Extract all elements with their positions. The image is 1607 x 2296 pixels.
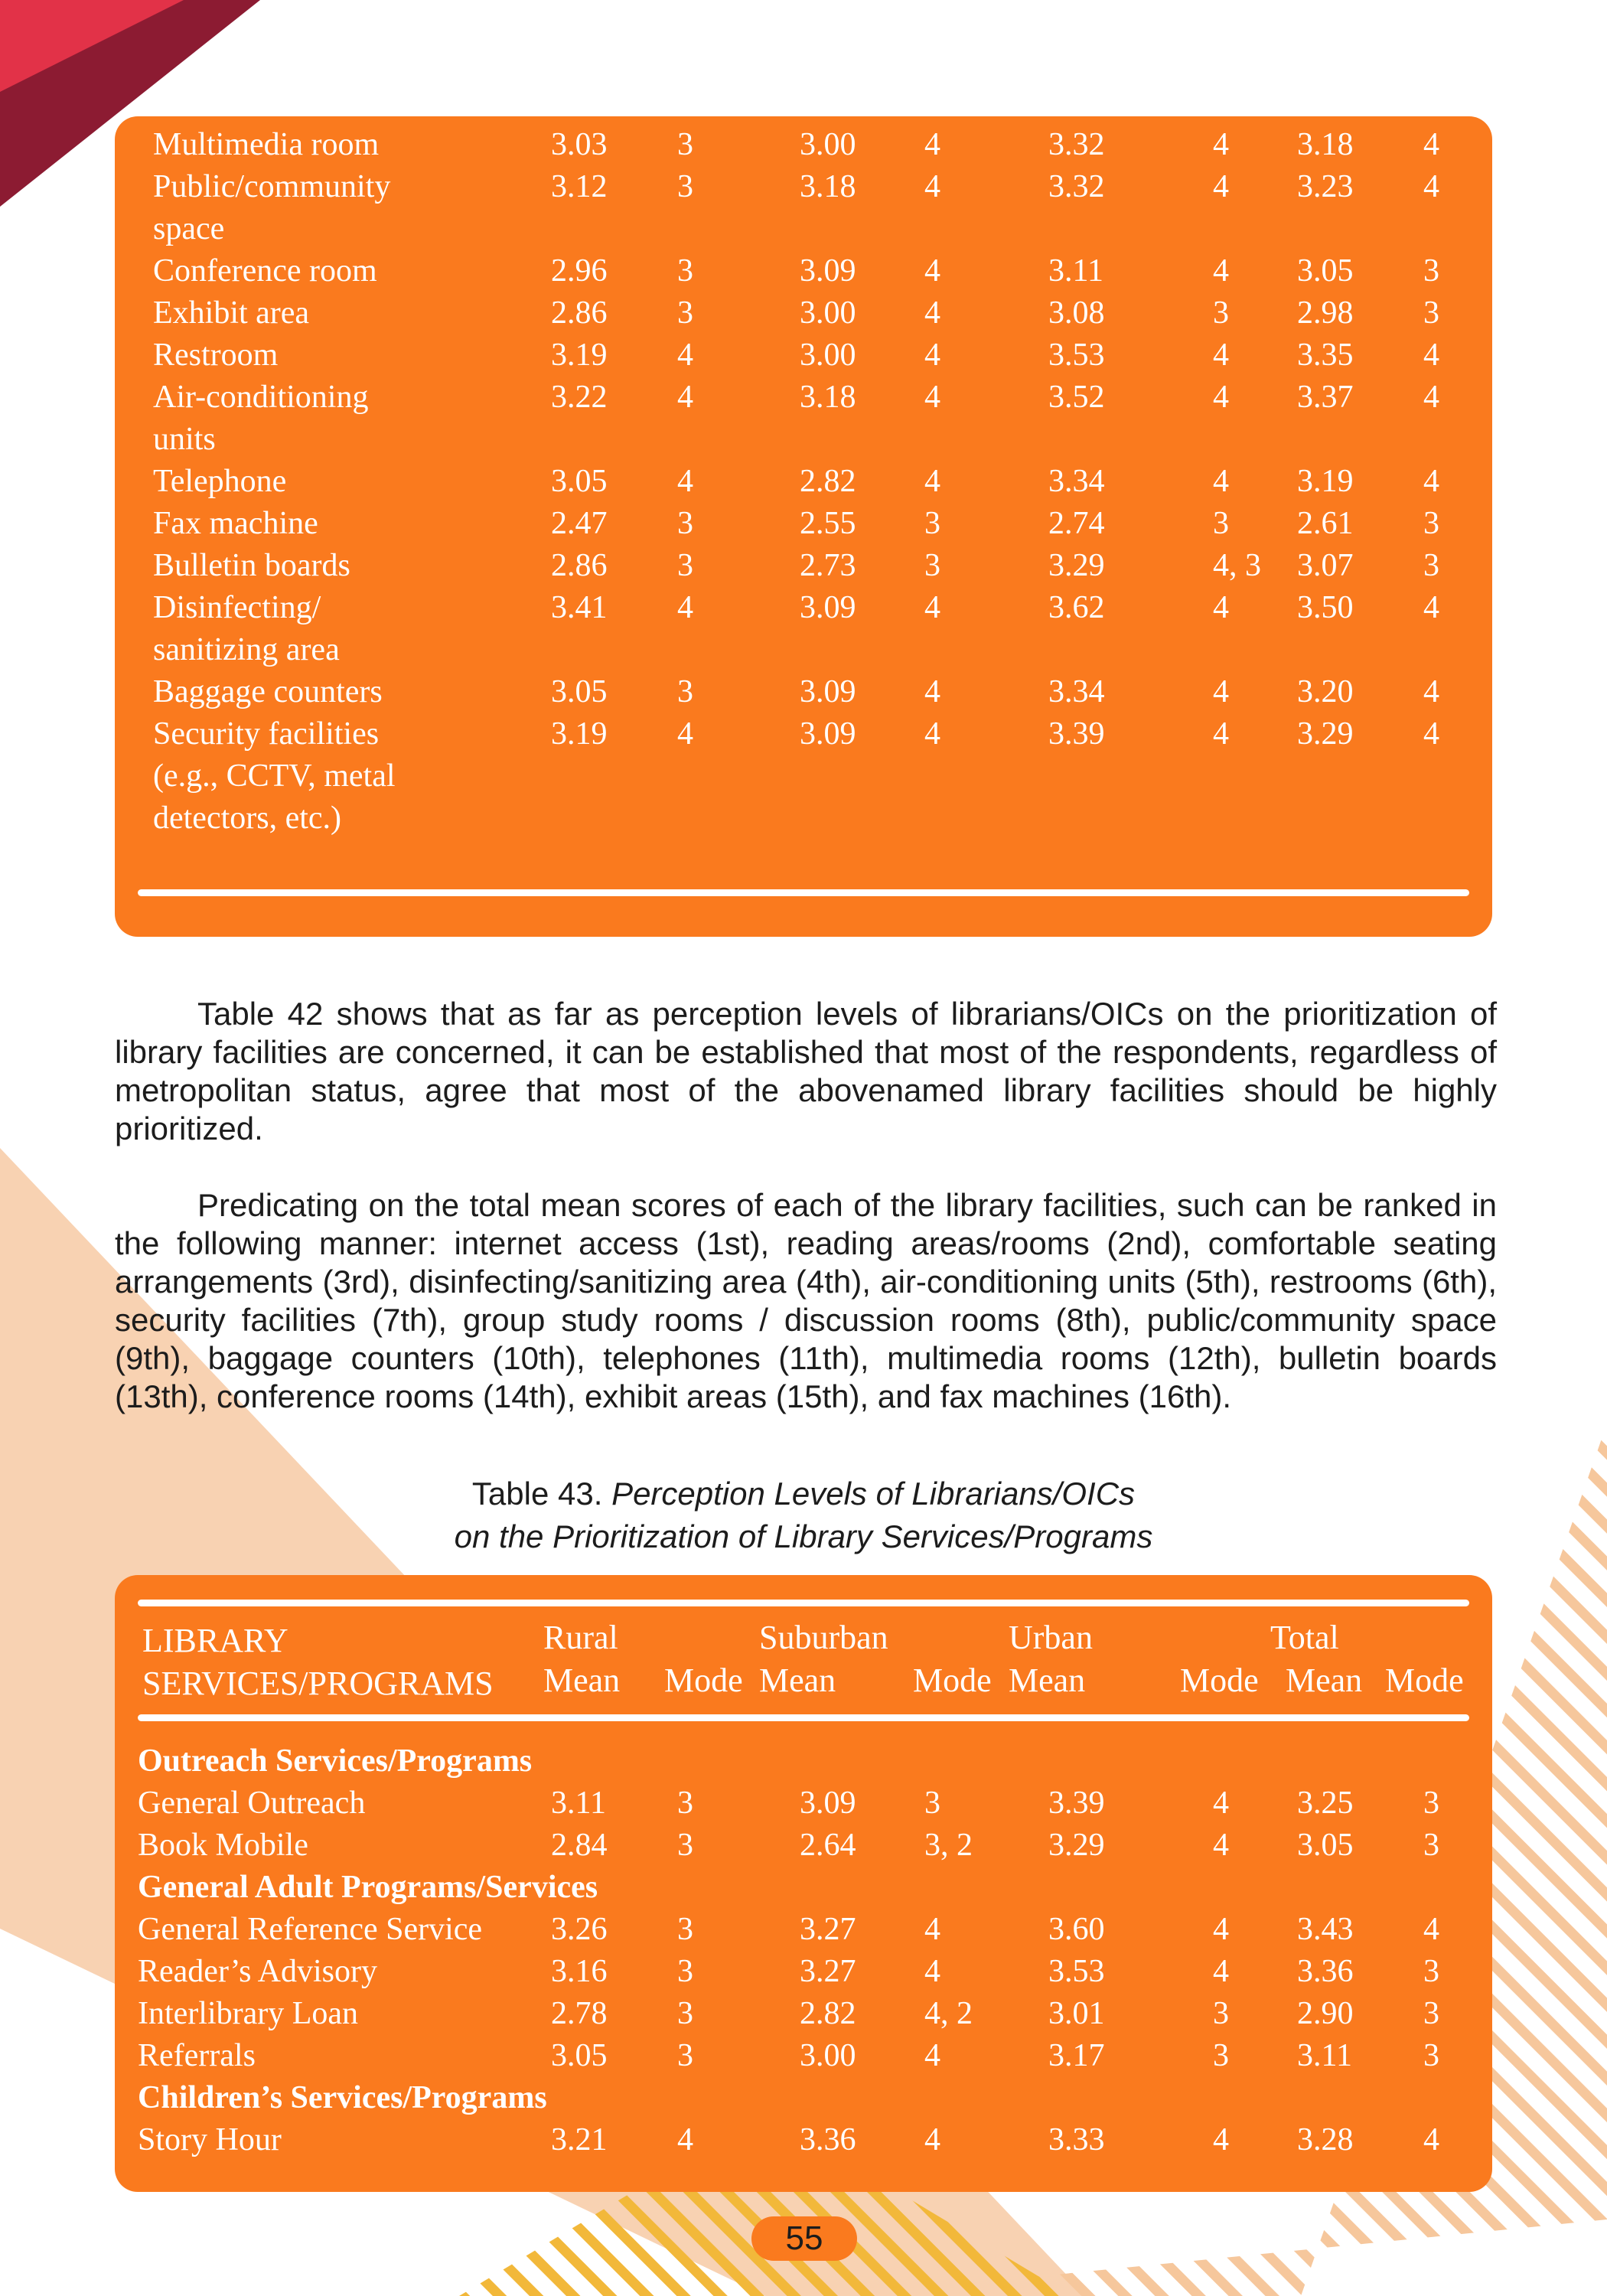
cell-rural-mode: 4 bbox=[677, 338, 693, 373]
cell-suburban-mode: 4 bbox=[924, 2038, 940, 2073]
cell-total-mean: 3.29 bbox=[1297, 716, 1354, 752]
cell-suburban-mean: 2.64 bbox=[800, 1828, 856, 1863]
cell-total-mode: 4 bbox=[1423, 674, 1439, 709]
section-label: General Adult Programs/Services bbox=[138, 1870, 598, 1905]
row-label: Security facilities (e.g., CCTV, metal detectors, etc.) bbox=[153, 716, 396, 836]
cell-suburban-mode: 4, 2 bbox=[924, 1996, 973, 2031]
cell-total-mean: 3.07 bbox=[1297, 548, 1354, 583]
cell-rural-mean: 3.26 bbox=[551, 1912, 608, 1947]
cell-total-mean: 2.90 bbox=[1297, 1996, 1354, 2031]
caption-title-line-1: Perception Levels of Librarians/OICs bbox=[611, 1476, 1136, 1512]
cell-suburban-mode: 4 bbox=[924, 380, 940, 415]
row-label: Interlibrary Loan bbox=[138, 1996, 359, 2031]
cell-rural-mean: 3.05 bbox=[551, 464, 608, 499]
cell-suburban-mean: 3.09 bbox=[800, 1786, 856, 1821]
cell-urban-mean: 3.32 bbox=[1048, 169, 1105, 204]
cell-rural-mean: 3.12 bbox=[551, 169, 608, 204]
cell-rural-mode: 3 bbox=[677, 295, 693, 331]
caption-title-line-2: on the Prioritization of Library Services/Programs bbox=[454, 1518, 1153, 1554]
cell-urban-mode: 4 bbox=[1213, 464, 1229, 499]
cell-suburban-mean: 3.09 bbox=[800, 253, 856, 289]
cell-suburban-mean: 3.27 bbox=[800, 1954, 856, 1989]
cell-suburban-mean: 3.09 bbox=[800, 716, 856, 752]
table-row bbox=[115, 461, 1492, 503]
cell-total-mean: 3.28 bbox=[1297, 2122, 1354, 2157]
cell-urban-mode: 4, 3 bbox=[1213, 548, 1261, 583]
cell-urban-mode: 4 bbox=[1213, 1828, 1229, 1863]
table-row bbox=[115, 1825, 1492, 1867]
cell-urban-mean: 2.74 bbox=[1048, 506, 1105, 541]
table-row bbox=[115, 250, 1492, 292]
cell-urban-mode: 4 bbox=[1213, 674, 1229, 709]
cell-rural-mode: 3 bbox=[677, 1912, 693, 1947]
cell-total-mode: 3 bbox=[1423, 1828, 1439, 1863]
header-rural-mean: Mean bbox=[543, 1662, 621, 1699]
table-43-panel bbox=[115, 1575, 1492, 2192]
table-row bbox=[115, 1782, 1492, 1825]
table-row bbox=[115, 292, 1492, 334]
table-43-body bbox=[115, 1740, 1492, 2161]
cell-suburban-mean: 3.09 bbox=[800, 590, 856, 625]
cell-urban-mean: 3.01 bbox=[1048, 1996, 1105, 2031]
cell-urban-mean: 3.29 bbox=[1048, 548, 1105, 583]
cell-suburban-mode: 3 bbox=[924, 548, 940, 583]
table-row bbox=[115, 503, 1492, 545]
cell-total-mean: 3.20 bbox=[1297, 674, 1354, 709]
header-rural-mode: Mode bbox=[664, 1662, 743, 1699]
cell-suburban-mean: 3.00 bbox=[800, 338, 856, 373]
cell-urban-mode: 3 bbox=[1213, 1996, 1229, 2031]
cell-total-mode: 3 bbox=[1423, 548, 1439, 583]
cell-total-mean: 3.43 bbox=[1297, 1912, 1354, 1947]
cell-total-mode: 4 bbox=[1423, 2122, 1439, 2157]
section-label: Outreach Services/Programs bbox=[138, 1743, 533, 1779]
header-label-line-1: LIBRARY bbox=[142, 1622, 288, 1659]
paragraph-facility-ranking: Predicating on the total mean scores of each of the library facilities, such can be ranked in the following manner: internet access (1st), reading areas/rooms (2nd), comfortable seating arrangements (3rd), disinfecting/sanitizing area (4th), air-conditioning units (5th), restrooms (6th), security facilities (7th), group study rooms / discussion rooms (8th), public/community space (9th), baggage counters (10th), telephones (11th), multimedia rooms (12th), bulletin boards (13th), conference rooms (14th), exhibit areas (15th), and fax machines (16th). bbox=[115, 1187, 1497, 1414]
row-label: Multimedia room bbox=[153, 127, 380, 162]
cell-urban-mode: 4 bbox=[1213, 1954, 1229, 1989]
cell-suburban-mode: 4 bbox=[924, 2122, 940, 2157]
table-row bbox=[115, 1993, 1492, 2035]
cell-total-mode: 4 bbox=[1423, 338, 1439, 373]
cell-suburban-mode: 4 bbox=[924, 716, 940, 752]
cell-suburban-mean: 3.00 bbox=[800, 295, 856, 331]
cell-urban-mean: 3.32 bbox=[1048, 127, 1105, 162]
cell-rural-mode: 4 bbox=[677, 2122, 693, 2157]
cell-suburban-mean: 2.82 bbox=[800, 464, 856, 499]
header-urban: Urban bbox=[1009, 1619, 1093, 1656]
header-suburban: Suburban bbox=[759, 1619, 888, 1656]
page-number: 55 bbox=[751, 2216, 857, 2261]
cell-urban-mean: 3.11 bbox=[1048, 253, 1103, 289]
row-label: Reader’s Advisory bbox=[138, 1954, 378, 1989]
cell-urban-mode: 3 bbox=[1213, 2038, 1229, 2073]
header-total: Total bbox=[1270, 1619, 1339, 1656]
cell-total-mean: 3.25 bbox=[1297, 1786, 1354, 1821]
table-bottom-rule bbox=[138, 889, 1469, 896]
cell-rural-mean: 3.03 bbox=[551, 127, 608, 162]
header-suburban-mode: Mode bbox=[913, 1662, 992, 1699]
cell-total-mode: 3 bbox=[1423, 1954, 1439, 1989]
row-label: Bulletin boards bbox=[153, 548, 350, 583]
table-row bbox=[115, 1909, 1492, 1951]
cell-suburban-mode: 4 bbox=[924, 1912, 940, 1947]
cell-urban-mean: 3.53 bbox=[1048, 338, 1105, 373]
cell-suburban-mode: 4 bbox=[924, 1954, 940, 1989]
cell-urban-mode: 4 bbox=[1213, 169, 1229, 204]
cell-rural-mean: 3.41 bbox=[551, 590, 608, 625]
cell-rural-mode: 4 bbox=[677, 380, 693, 415]
cell-urban-mode: 4 bbox=[1213, 716, 1229, 752]
cell-total-mode: 4 bbox=[1423, 590, 1439, 625]
cell-rural-mode: 3 bbox=[677, 674, 693, 709]
cell-rural-mode: 3 bbox=[677, 253, 693, 289]
cell-suburban-mean: 3.09 bbox=[800, 674, 856, 709]
cell-total-mode: 3 bbox=[1423, 506, 1439, 541]
cell-suburban-mode: 4 bbox=[924, 674, 940, 709]
cell-total-mean: 3.18 bbox=[1297, 127, 1354, 162]
cell-suburban-mean: 3.27 bbox=[800, 1912, 856, 1947]
cell-total-mean: 2.61 bbox=[1297, 506, 1354, 541]
row-label: Restroom bbox=[153, 338, 279, 373]
cell-rural-mean: 2.86 bbox=[551, 295, 608, 331]
cell-suburban-mean: 2.73 bbox=[800, 548, 856, 583]
cell-rural-mean: 3.05 bbox=[551, 674, 608, 709]
cell-rural-mode: 3 bbox=[677, 169, 693, 204]
cell-suburban-mean: 3.00 bbox=[800, 127, 856, 162]
table-row bbox=[115, 1951, 1492, 1993]
table-section-row bbox=[115, 2077, 1492, 2119]
cell-rural-mode: 3 bbox=[677, 1954, 693, 1989]
table-42-body bbox=[115, 124, 1492, 840]
header-suburban-mean: Mean bbox=[759, 1662, 836, 1699]
cell-total-mean: 3.36 bbox=[1297, 1954, 1354, 1989]
header-rural: Rural bbox=[543, 1619, 618, 1656]
row-label: Story Hour bbox=[138, 2122, 282, 2157]
cell-urban-mean: 3.17 bbox=[1048, 2038, 1105, 2073]
cell-total-mode: 4 bbox=[1423, 464, 1439, 499]
cell-urban-mode: 4 bbox=[1213, 127, 1229, 162]
cell-total-mean: 3.23 bbox=[1297, 169, 1354, 204]
header-label-line-2: SERVICES/PROGRAMS bbox=[142, 1665, 494, 1702]
header-urban-mean: Mean bbox=[1009, 1662, 1086, 1699]
cell-suburban-mode: 3 bbox=[924, 506, 940, 541]
cell-rural-mode: 3 bbox=[677, 1786, 693, 1821]
cell-urban-mean: 3.34 bbox=[1048, 674, 1105, 709]
cell-total-mode: 4 bbox=[1423, 716, 1439, 752]
table-section-row bbox=[115, 1867, 1492, 1909]
cell-urban-mode: 4 bbox=[1213, 1786, 1229, 1821]
cell-total-mode: 4 bbox=[1423, 127, 1439, 162]
cell-rural-mean: 3.05 bbox=[551, 2038, 608, 2073]
cell-suburban-mode: 4 bbox=[924, 127, 940, 162]
table-row bbox=[115, 2035, 1492, 2077]
cell-urban-mode: 4 bbox=[1213, 338, 1229, 373]
cell-total-mode: 3 bbox=[1423, 2038, 1439, 2073]
table-row bbox=[115, 166, 1492, 250]
cell-suburban-mode: 3, 2 bbox=[924, 1828, 973, 1863]
cell-rural-mean: 3.19 bbox=[551, 338, 608, 373]
cell-rural-mean: 3.11 bbox=[551, 1786, 606, 1821]
cell-urban-mean: 3.08 bbox=[1048, 295, 1105, 331]
row-label: General Reference Service bbox=[138, 1912, 483, 1947]
table-section-row bbox=[115, 1740, 1492, 1782]
cell-suburban-mode: 4 bbox=[924, 253, 940, 289]
cell-suburban-mean: 3.18 bbox=[800, 380, 856, 415]
cell-total-mode: 3 bbox=[1423, 1786, 1439, 1821]
table-row bbox=[115, 2119, 1492, 2161]
caption-prefix: Table 43. bbox=[471, 1476, 603, 1512]
caption-line-1 bbox=[0, 1473, 1607, 1515]
table-row bbox=[115, 334, 1492, 377]
table-row bbox=[115, 671, 1492, 713]
cell-urban-mode: 4 bbox=[1213, 380, 1229, 415]
row-label: Air-conditioning units bbox=[153, 380, 369, 457]
cell-rural-mode: 3 bbox=[677, 1996, 693, 2031]
cell-rural-mean: 2.96 bbox=[551, 253, 608, 289]
cell-urban-mean: 3.39 bbox=[1048, 716, 1105, 752]
cell-urban-mean: 3.34 bbox=[1048, 464, 1105, 499]
cell-rural-mode: 3 bbox=[677, 506, 693, 541]
cell-total-mean: 2.98 bbox=[1297, 295, 1354, 331]
row-label: Baggage counters bbox=[153, 674, 383, 709]
table-top-rule bbox=[138, 1600, 1469, 1606]
row-label: Book Mobile bbox=[138, 1828, 308, 1863]
cell-urban-mean: 3.39 bbox=[1048, 1786, 1105, 1821]
cell-suburban-mean: 2.82 bbox=[800, 1996, 856, 2031]
cell-rural-mode: 4 bbox=[677, 716, 693, 752]
table-row bbox=[115, 713, 1492, 840]
cell-urban-mode: 4 bbox=[1213, 2122, 1229, 2157]
cell-rural-mean: 3.22 bbox=[551, 380, 608, 415]
row-label: Exhibit area bbox=[153, 295, 310, 331]
table-header-rule bbox=[138, 1714, 1469, 1721]
cell-rural-mode: 4 bbox=[677, 590, 693, 625]
cell-total-mean: 3.37 bbox=[1297, 380, 1354, 415]
cell-urban-mode: 3 bbox=[1213, 295, 1229, 331]
cell-suburban-mode: 4 bbox=[924, 295, 940, 331]
table-row bbox=[115, 545, 1492, 587]
cell-total-mode: 4 bbox=[1423, 169, 1439, 204]
cell-total-mode: 3 bbox=[1423, 1996, 1439, 2031]
cell-urban-mean: 3.33 bbox=[1048, 2122, 1105, 2157]
cell-total-mean: 3.50 bbox=[1297, 590, 1354, 625]
cell-rural-mode: 4 bbox=[677, 464, 693, 499]
cell-suburban-mode: 4 bbox=[924, 590, 940, 625]
cell-suburban-mean: 2.55 bbox=[800, 506, 856, 541]
cell-rural-mean: 2.78 bbox=[551, 1996, 608, 2031]
row-label: General Outreach bbox=[138, 1786, 366, 1821]
cell-urban-mean: 3.62 bbox=[1048, 590, 1105, 625]
cell-urban-mean: 3.29 bbox=[1048, 1828, 1105, 1863]
cell-suburban-mean: 3.00 bbox=[800, 2038, 856, 2073]
row-label: Telephone bbox=[153, 464, 287, 499]
cell-urban-mode: 3 bbox=[1213, 506, 1229, 541]
table-row bbox=[115, 377, 1492, 461]
table-row bbox=[115, 124, 1492, 166]
cell-rural-mode: 3 bbox=[677, 548, 693, 583]
cell-rural-mode: 3 bbox=[677, 127, 693, 162]
header-total-mode: Mode bbox=[1385, 1662, 1464, 1699]
cell-rural-mean: 3.21 bbox=[551, 2122, 608, 2157]
cell-rural-mean: 2.86 bbox=[551, 548, 608, 583]
cell-rural-mean: 3.19 bbox=[551, 716, 608, 752]
cell-suburban-mode: 4 bbox=[924, 338, 940, 373]
cell-total-mean: 3.19 bbox=[1297, 464, 1354, 499]
header-urban-mode: Mode bbox=[1180, 1662, 1259, 1699]
cell-urban-mean: 3.60 bbox=[1048, 1912, 1105, 1947]
cell-total-mode: 4 bbox=[1423, 380, 1439, 415]
cell-suburban-mean: 3.36 bbox=[800, 2122, 856, 2157]
cell-suburban-mean: 3.18 bbox=[800, 169, 856, 204]
cell-total-mean: 3.05 bbox=[1297, 1828, 1354, 1863]
cell-rural-mode: 3 bbox=[677, 1828, 693, 1863]
cell-urban-mode: 4 bbox=[1213, 253, 1229, 289]
cell-suburban-mode: 4 bbox=[924, 169, 940, 204]
cell-urban-mean: 3.52 bbox=[1048, 380, 1105, 415]
row-label: Disinfecting/ sanitizing area bbox=[153, 590, 340, 667]
table-row bbox=[115, 587, 1492, 671]
section-label: Children’s Services/Programs bbox=[138, 2080, 547, 2115]
cell-rural-mean: 3.16 bbox=[551, 1954, 608, 1989]
cell-total-mode: 4 bbox=[1423, 1912, 1439, 1947]
cell-total-mean: 3.11 bbox=[1297, 2038, 1352, 2073]
paragraph-table-42-summary: Table 42 shows that as far as perception levels of librarians/OICs on the prioritization of library facilities are concerned, it can be established that most of the respondents, regardless of metropolitan status, agree that most of the abovenamed library facilities should be highly prioritized. bbox=[115, 996, 1497, 1146]
cell-total-mode: 3 bbox=[1423, 253, 1439, 289]
cell-rural-mean: 2.84 bbox=[551, 1828, 608, 1863]
table-43-caption bbox=[0, 1473, 1607, 1558]
row-label: Conference room bbox=[153, 253, 377, 289]
row-label: Referrals bbox=[138, 2038, 256, 2073]
cell-rural-mean: 2.47 bbox=[551, 506, 608, 541]
cell-total-mode: 3 bbox=[1423, 295, 1439, 331]
cell-urban-mean: 3.53 bbox=[1048, 1954, 1105, 1989]
cell-urban-mode: 4 bbox=[1213, 590, 1229, 625]
row-label: Public/community space bbox=[153, 169, 391, 246]
row-label: Fax machine bbox=[153, 506, 318, 541]
cell-suburban-mode: 4 bbox=[924, 464, 940, 499]
header-total-mean: Mean bbox=[1286, 1662, 1363, 1699]
cell-rural-mode: 3 bbox=[677, 2038, 693, 2073]
table-42-panel bbox=[115, 116, 1492, 937]
cell-total-mean: 3.05 bbox=[1297, 253, 1354, 289]
cell-total-mean: 3.35 bbox=[1297, 338, 1354, 373]
cell-suburban-mode: 3 bbox=[924, 1786, 940, 1821]
cell-urban-mode: 4 bbox=[1213, 1912, 1229, 1947]
